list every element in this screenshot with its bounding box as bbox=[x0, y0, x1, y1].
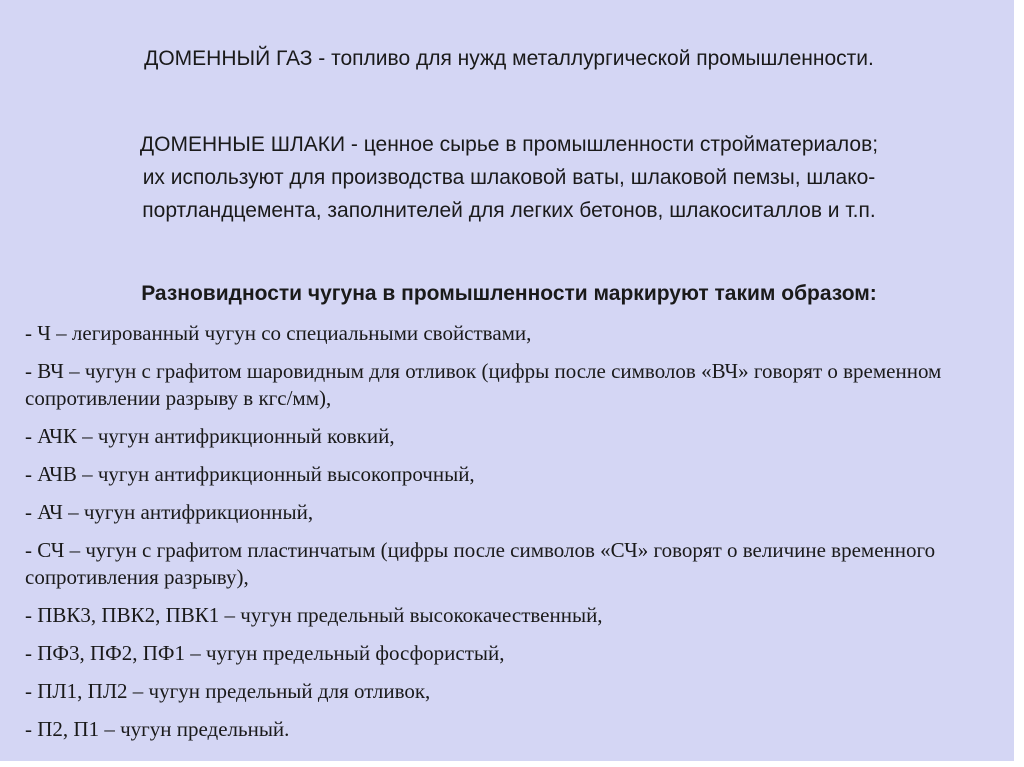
marking-list-item: - П2, П1 – чугун предельный. bbox=[25, 717, 290, 741]
cast-iron-marking-list bbox=[25, 320, 985, 754]
marking-list-item: - АЧ – чугун антифрикционный, bbox=[25, 500, 314, 524]
slag-paragraph-line: портландцемента, заполнителей для легких бетонов, шлакоситаллов и т.п. bbox=[142, 199, 876, 222]
gas-paragraph-text: ДОМЕННЫЙ ГАЗ - топливо для нужд металлургической промышленности. bbox=[144, 47, 874, 70]
marking-list-item: - АЧВ – чугун антифрикционный высокопрочный, bbox=[25, 462, 475, 486]
slag-paragraph-line: ДОМЕННЫЕ ШЛАКИ - ценное сырье в промышленности стройматериалов; bbox=[139, 133, 879, 156]
blast-furnace-slag-paragraph bbox=[24, 128, 994, 227]
marking-list-item: - СЧ – чугун с графитом пластинчатым (цифры после символов «СЧ» говорят о величине временного сопротивления разрыву), bbox=[25, 538, 936, 589]
slag-paragraph-line: их используют для производства шлаковой ваты, шлаковой пемзы, шлако- bbox=[142, 166, 876, 189]
marking-list-item: - ПВК3, ПВК2, ПВК1 – чугун предельный высококачественный, bbox=[25, 603, 603, 627]
marking-list-item: - АЧК – чугун антифрикционный ковкий, bbox=[25, 424, 395, 448]
marking-list-item: - ПФ3, ПФ2, ПФ1 – чугун предельный фосфористый, bbox=[25, 641, 505, 665]
marking-list-item: - ВЧ – чугун с графитом шаровидным для отливок (цифры после символов «ВЧ» говорят о временном сопротивлении разрыву в кгс/мм), bbox=[25, 359, 942, 410]
cast-iron-marking-heading: Разновидности чугуна в промышленности маркируют таким образом: bbox=[141, 282, 877, 305]
blast-furnace-gas-paragraph bbox=[24, 44, 994, 74]
marking-list-item: - Ч – легированный чугун со специальными свойствами, bbox=[25, 321, 532, 345]
marking-list-item: - ПЛ1, ПЛ2 – чугун предельный для отливок, bbox=[25, 679, 431, 703]
